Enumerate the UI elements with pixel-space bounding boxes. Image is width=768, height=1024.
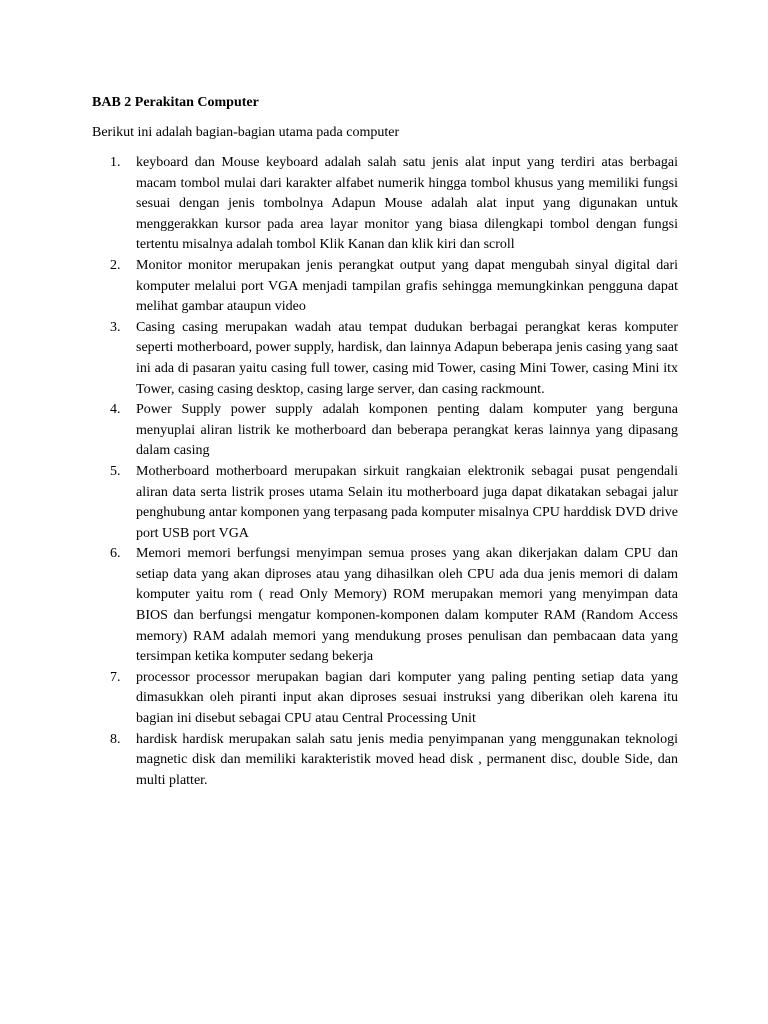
list-item-number: 4. [110,402,121,418]
list-item-text: processor processor merupakan bagian dari komputer yang paling penting setiap data yang dimasukkan oleh piranti input akan diproses sesuai instruksi yang diberikan oleh karena itu bagian ini disebut sebagai CPU atau Central Processing Unit [136,669,678,727]
list-item-number: 8. [110,731,121,747]
list-item-number: 6. [110,546,121,562]
list-item [110,400,678,462]
list-item-text: Monitor monitor merupakan jenis perangkat output yang dapat mengubah sinyal digital dari komputer melalui port VGA menjadi tampilan grafis sehingga memungkinkan pengguna dapat melihat gambar ataupun video [136,257,678,315]
list-item-number: 3. [110,319,121,335]
list-item-text: hardisk hardisk merupakan salah satu jenis media penyimpanan yang menggunakan teknologi magnetic disk dan memiliki karakteristik moved head disk , permanent disc, double Side, dan multi platter. [136,731,678,788]
list-item-number: 2. [110,257,121,273]
components-list [110,153,678,791]
list-item-text: Casing casing merupakan wadah atau tempat dudukan berbagai perangkat keras komputer seperti motherboard, power supply, hardisk, dan lainnya Adapun beberapa jenis casing yang saat ini ada di pasaran yaitu casing full tower, casing mid Tower, casing Mini Tower, casing Mini itx Tower, casing casing desktop, casing large server, dan casing rackmount. [136,319,678,397]
list-item-number: 5. [110,463,121,479]
list-item [110,462,678,544]
list-item-text: Motherboard motherboard merupakan sirkuit rangkaian elektronik sebagai pusat pengendali aliran data serta listrik proses utama Selain itu motherboard juga dapat dikatakan sebagai jalur penghubung antar komponen yang terpasang pada komputer misalnya CPU harddisk DVD drive port USB port VGA [136,463,678,541]
list-item [110,668,678,730]
document-title: BAB 2 Perakitan Computer [92,95,259,110]
list-item [110,544,678,668]
list-item [110,153,678,256]
intro-paragraph: Berikut ini adalah bagian-bagian utama pada computer [92,125,400,140]
list-item [110,730,678,792]
list-item-text: keyboard dan Mouse keyboard adalah salah satu jenis alat input yang terdiri atas berbagai macam tombol mulai dari karakter alfabet numerik hingga tombol khusus yang memiliki fungsi sesuai dengan jenis tombolnya Adapun Mouse adalah alat input yang digunakan untuk menggerakkan kursor pada area layar monitor yang biasa dilengkapi tombol dengan fungsi tertentu misalnya adalah tombol Klik Kanan dan klik kiri dan scroll [136,155,678,253]
list-item [110,318,678,400]
list-item-text: Power Supply power supply adalah komponen penting dalam komputer yang berguna menyuplai aliran listrik ke motherboard dan beberapa perangkat keras lainnya yang dipasang dalam casing [136,402,678,459]
list-item [110,256,678,318]
list-item-number: 7. [110,669,121,685]
list-item-text: Memori memori berfungsi menyimpan semua proses yang akan dikerjakan dalam CPU dan setiap data yang akan diproses atau yang dihasilkan oleh CPU ada dua jenis memori di dalam komputer yaitu rom ( read Only Memory) ROM merupakan memori yang menyimpan data BIOS dan berfungsi mengatur komponen-komponen dalam komputer RAM (Random Access memory) RAM adalah memori yang mendukung proses penulisan dan pembacaan data yang tersimpan ketika komputer sedang bekerja [136,546,678,665]
list-item-number: 1. [110,155,121,170]
